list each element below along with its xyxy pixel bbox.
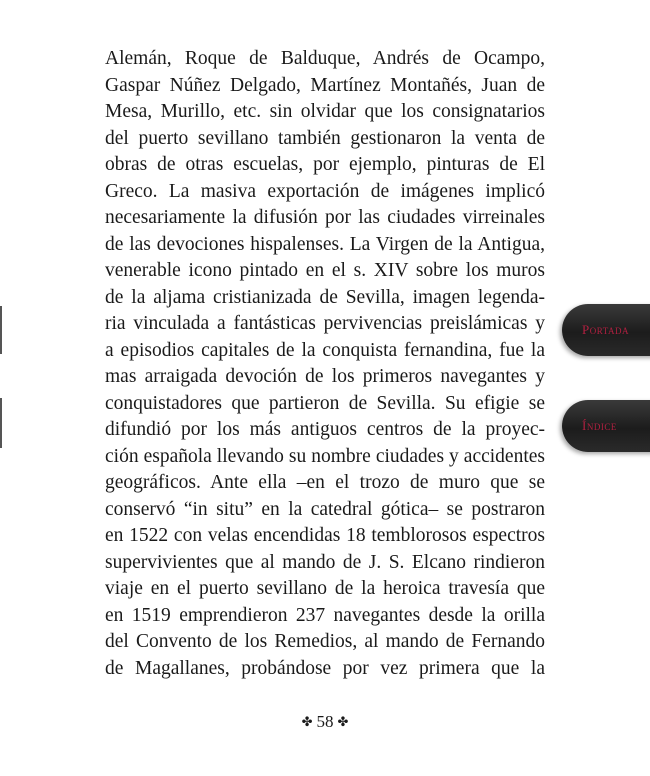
body-text <box>105 46 545 682</box>
text-line: geográficos. Ante ella –en el trozo de muro que se <box>105 472 545 493</box>
page-footer <box>0 712 650 732</box>
text-line: del puerto sevillano también gestionaron la venta de <box>105 127 545 149</box>
text-line: Greco. La masiva exportación de imágenes implicó <box>105 180 545 202</box>
text-line: mas arraigada devoción de los primeros navegantes y <box>105 366 545 387</box>
text-line: conservó “in situ” en la catedral gótica– se postraron <box>105 498 545 520</box>
text-line: obras de otras escuelas, por ejemplo, pinturas de El <box>105 154 545 175</box>
portada-button[interactable] <box>562 304 650 356</box>
left-edge-mark <box>0 398 2 448</box>
text-line: Alemán, Roque de Balduque, Andrés de Ocampo, <box>105 48 545 69</box>
text-line: de las devociones hispalenses. La Virgen de la Antigua, <box>105 233 545 255</box>
ornament-left-icon: ✤ <box>301 714 313 729</box>
text-line: Mesa, Murillo, etc. sin olvidar que los consignatarios <box>105 101 545 122</box>
page-number: 58 <box>316 712 334 731</box>
text-line: en 1522 con velas encendidas 18 temblorosos espectros <box>105 525 545 546</box>
text-line: en 1519 emprendieron 237 navegantes desde la orilla <box>105 604 545 626</box>
text-line: Gaspar Núñez Delgado, Martínez Montañés, Juan de <box>105 74 545 96</box>
text-line: ción española llevando su nombre ciudades y accidentes <box>105 445 545 467</box>
indice-button[interactable] <box>562 400 650 452</box>
text-line: a episodios capitales de la conquista fernandina, fue la <box>105 339 545 361</box>
text-line: ria vinculada a fantásticas pervivencias preislámicas y <box>105 313 545 334</box>
text-line: del Convento de los Remedios, al mando de Fernando <box>105 631 545 652</box>
text-line: de Magallanes, probándose por vez primera que la <box>105 657 545 679</box>
portada-label: Portada <box>582 322 629 337</box>
text-line: necesariamente la difusión por las ciudades virreinales <box>105 207 545 228</box>
text-line: conquistadores que partieron de Sevilla. Su efigie se <box>105 392 545 414</box>
text-line: venerable icono pintado en el s. XIV sobre los muros <box>105 260 545 281</box>
text-line: viaje en el puerto sevillano de la heroica travesía que <box>105 578 545 599</box>
text-line: de la aljama cristianizada de Sevilla, imagen legenda- <box>105 286 545 308</box>
text-line: difundió por los más antiguos centros de la proyec- <box>105 419 545 440</box>
text-line: supervivientes que al mando de J. S. Elcano rindieron <box>105 551 545 573</box>
left-edge-mark <box>0 306 2 354</box>
ornament-right-icon: ✤ <box>337 714 349 729</box>
indice-label: Índice <box>582 418 617 433</box>
